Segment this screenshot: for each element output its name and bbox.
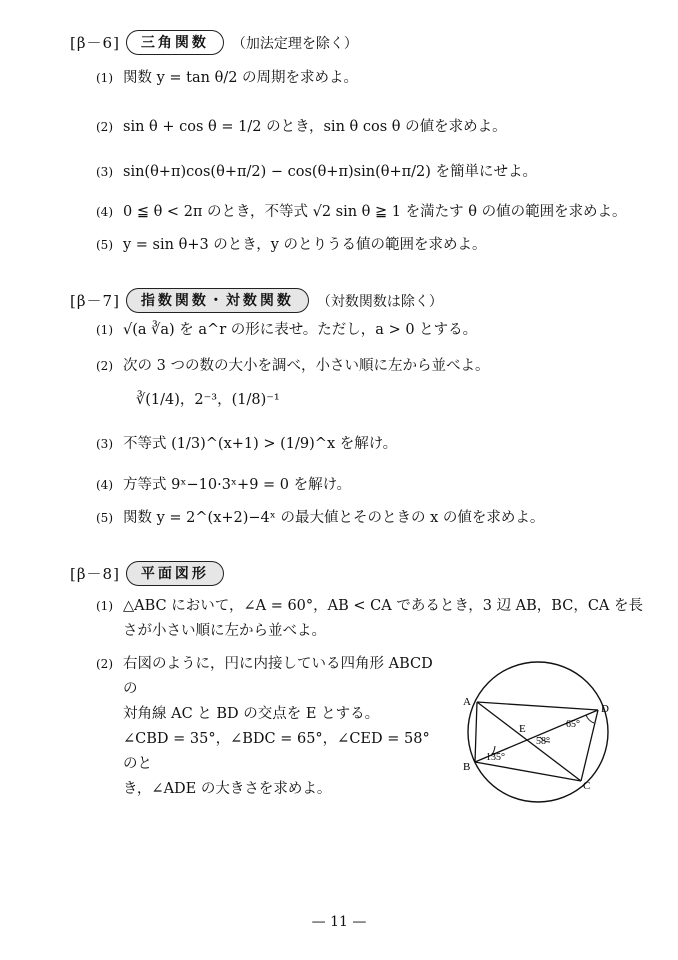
- problem-text: √(a ∛a) を a^r の形に表せ。ただし，a > 0 とする。: [123, 322, 478, 338]
- problem: [96, 652, 446, 802]
- section-title: 三角関数: [126, 30, 224, 55]
- problem: [96, 506, 656, 531]
- section-title: 指数関数・対数関数: [126, 288, 309, 313]
- angle-label-bdc: 65°: [566, 719, 580, 730]
- angle-arc-bdc: [586, 715, 594, 723]
- problem-text: sin θ + cos θ = 1/2 のとき，sin θ cos θ の値を求めよ。: [123, 119, 507, 135]
- problem-line: 対角線 AC と BD の交点を E とする。: [123, 706, 380, 722]
- problem-number: (5): [96, 511, 113, 525]
- section-header-b6: [70, 30, 358, 55]
- problem-line: 右図のように，円に内接している四角形 ABCD の: [123, 656, 433, 697]
- problem-text: 関数 y = 2^(x+2)−4ˣ の最大値とそのときの x の値を求めよ。: [123, 510, 545, 526]
- inscribed-quadrilateral-figure: [455, 655, 625, 805]
- label-d: D: [601, 703, 609, 715]
- comparison-values: ∛(1/4)，2⁻³，(1/8)⁻¹: [136, 392, 280, 408]
- problem-text: 次の 3 つの数の大小を調べ，小さい順に左から並べよ。: [123, 358, 490, 374]
- page-number: — 11 —: [311, 914, 367, 930]
- problem-number: (2): [96, 120, 113, 134]
- section-code: [β－8]: [70, 565, 120, 583]
- problem-text: sin(θ+π)cos(θ+π/2) − cos(θ+π)sin(θ+π/2) を簡単にせよ。: [123, 164, 538, 180]
- problem: [96, 354, 656, 379]
- diagonal-ac: [477, 702, 581, 781]
- problem: [96, 160, 656, 185]
- angle-label-bec: 135°: [486, 752, 505, 763]
- problem-number: (3): [96, 437, 113, 451]
- side-ba: [475, 702, 477, 762]
- problem-number: (1): [96, 599, 113, 613]
- side-cb: [475, 762, 581, 781]
- problem-text: 0 ≦ θ < 2π のとき，不等式 √2 sin θ ≧ 1 を満たす θ の値の範囲を求めよ。: [123, 204, 627, 220]
- problem-line: き，∠ADE の大きさを求めよ。: [123, 781, 332, 797]
- label-c: C: [583, 780, 591, 792]
- problem: [96, 318, 656, 343]
- problem-number: (4): [96, 205, 113, 219]
- problem: [96, 115, 656, 140]
- label-e: E: [519, 723, 526, 735]
- section-header-b8: [70, 561, 224, 586]
- problem: [96, 66, 656, 91]
- problem-text: [123, 652, 446, 802]
- problem: [96, 473, 656, 498]
- problem-text: 不等式 (1/3)^(x+1) > (1/9)^x を解け。: [123, 436, 398, 452]
- problem-number: (4): [96, 478, 113, 492]
- section-header-b7: [70, 288, 443, 313]
- section-title: 平面図形: [126, 561, 224, 586]
- problem-number: (2): [96, 359, 113, 373]
- section-note: （対数関数は除く）: [316, 293, 443, 310]
- problem-text: y = sin θ+3 のとき，y のとりうる値の範囲を求めよ。: [123, 237, 487, 253]
- label-a: A: [463, 696, 471, 708]
- problem-number: (5): [96, 238, 113, 252]
- side-ad: [477, 702, 598, 710]
- angle-label-ced: 58°: [536, 736, 550, 747]
- section-note: （加法定理を除く）: [231, 35, 358, 52]
- problem-text: △ABC において，∠A = 60°，AB < CA であるとき，3 辺 AB，BC，CA を長さが小さい順に左から並べよ。: [123, 598, 644, 639]
- problem-number: (2): [96, 657, 113, 671]
- label-b: B: [463, 761, 471, 773]
- section-code: [β－7]: [70, 292, 120, 310]
- problem: [96, 432, 656, 457]
- problem-text: 方等式 9ˣ−10·3ˣ+9 = 0 を解け。: [123, 477, 352, 493]
- problem: [96, 233, 656, 258]
- problem-text: 関数 y = tan θ/2 の周期を求めよ。: [123, 70, 359, 86]
- problem-number: (1): [96, 323, 113, 337]
- section-code: [β－6]: [70, 34, 120, 52]
- problem-number: (1): [96, 71, 113, 85]
- problem: [96, 594, 656, 644]
- problem-number: (3): [96, 165, 113, 179]
- problem-line: ∠CBD = 35°，∠BDC = 65°，∠CED = 58° のと: [123, 731, 430, 772]
- problem: [96, 200, 656, 225]
